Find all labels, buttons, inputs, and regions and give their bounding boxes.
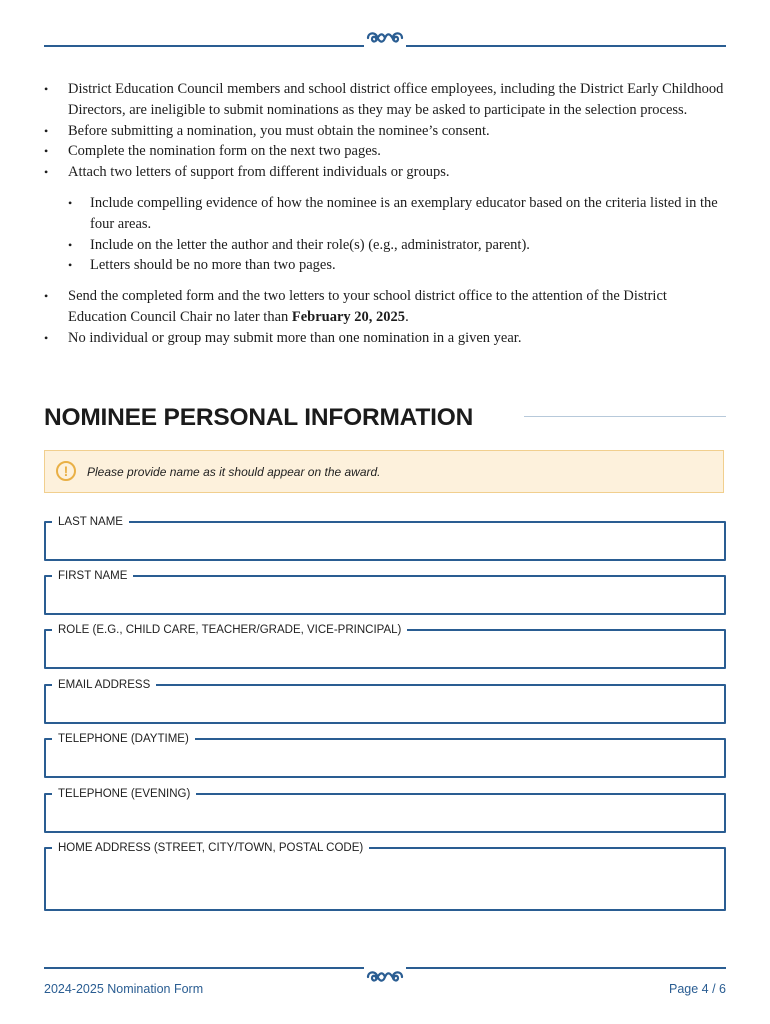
list-item: • Include compelling evidence of how the nominee is an exemplary educator based on the criteria listed in the four areas. bbox=[66, 193, 726, 235]
letter-requirements-list bbox=[66, 193, 726, 276]
field-label: ROLE (E.G., CHILD CARE, TEACHER/GRADE, VICE-PRINCIPAL) bbox=[52, 622, 407, 638]
instructions bbox=[44, 79, 726, 349]
list-item: • District Education Council members and school district office employees, including the District Early Childhood Directors, are ineligible to submit nominations as they may be asked to participate in the selection process. bbox=[44, 79, 726, 121]
last-name-field[interactable] bbox=[44, 514, 726, 561]
list-item: • Include on the letter the author and their role(s) (e.g., administrator, parent). bbox=[66, 235, 726, 256]
footer-form-title: 2024-2025 Nomination Form bbox=[44, 982, 204, 996]
field-label: FIRST NAME bbox=[52, 568, 133, 584]
scroll-ornament-icon bbox=[364, 967, 406, 987]
send-instruction: Send the completed form and the two letters to your school district office to the attention of the District Education Council Chair no later than bbox=[68, 288, 667, 325]
section-title: NOMINEE PERSONAL INFORMATION bbox=[44, 404, 474, 431]
telephone-daytime-field[interactable] bbox=[44, 731, 726, 778]
list-item: • Letters should be no more than two pages. bbox=[66, 255, 726, 276]
field-label: HOME ADDRESS (STREET, CITY/TOWN, POSTAL CODE) bbox=[52, 840, 369, 856]
exclamation-circle-icon: ! bbox=[56, 461, 76, 481]
list-item: • Before submitting a nomination, you must obtain the nominee’s consent. bbox=[44, 121, 726, 142]
list-item bbox=[44, 286, 726, 328]
instruction-list bbox=[44, 79, 726, 183]
home-address-input[interactable] bbox=[44, 847, 726, 911]
role-field[interactable] bbox=[44, 622, 726, 669]
home-address-field[interactable] bbox=[44, 840, 726, 911]
telephone-evening-field[interactable] bbox=[44, 786, 726, 833]
send-instruction-end: . bbox=[405, 308, 409, 325]
list-item: • Complete the nomination form on the next two pages. bbox=[44, 141, 726, 162]
award-name-note bbox=[44, 450, 724, 493]
field-label: TELEPHONE (EVENING) bbox=[52, 786, 196, 802]
scroll-ornament-icon bbox=[364, 28, 406, 48]
first-name-input[interactable] bbox=[44, 575, 726, 615]
email-field[interactable] bbox=[44, 677, 726, 724]
section-divider bbox=[524, 416, 726, 417]
field-label: LAST NAME bbox=[52, 514, 129, 530]
submission-list bbox=[44, 286, 726, 348]
footer-page-number: Page 4 / 6 bbox=[669, 982, 726, 996]
section-header bbox=[44, 400, 726, 436]
field-label: TELEPHONE (DAYTIME) bbox=[52, 731, 195, 747]
note-text: Please provide name as it should appear on the award. bbox=[87, 465, 381, 479]
last-name-input[interactable] bbox=[44, 521, 726, 561]
list-item: • No individual or group may submit more than one nomination in a given year. bbox=[44, 328, 726, 349]
field-label: EMAIL ADDRESS bbox=[52, 677, 156, 693]
first-name-field[interactable] bbox=[44, 568, 726, 615]
list-item: • Attach two letters of support from different individuals or groups. bbox=[44, 162, 726, 183]
deadline-date: February 20, 2025 bbox=[291, 308, 406, 325]
